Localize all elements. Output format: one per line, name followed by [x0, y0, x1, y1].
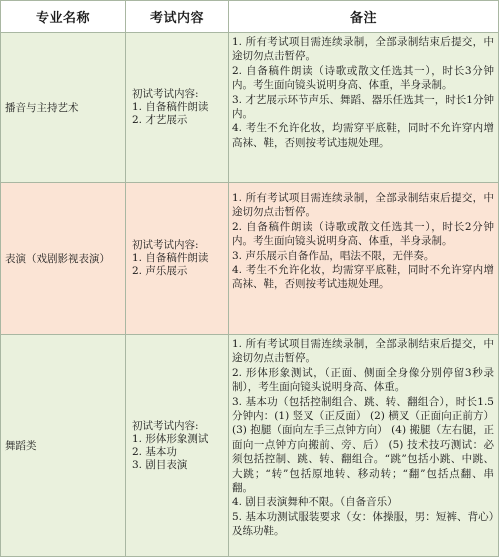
header-exam-content: 考试内容	[126, 1, 229, 33]
notes-cell	[229, 335, 499, 557]
notes-cell	[229, 183, 499, 335]
table-row	[1, 183, 499, 335]
exam-content-line: 2. 才艺展示	[132, 114, 188, 126]
exam-content-line: 1. 自备稿件朗读	[132, 252, 209, 264]
exam-content-cell	[126, 183, 229, 335]
note-item: 3. 才艺展示环节声乐、舞蹈、器乐任选其一，时长1分钟内。	[232, 93, 494, 121]
header-notes: 备注	[229, 1, 499, 33]
note-item: 4. 考生不允许化妆，均需穿平底鞋，同时不允许穿内增高袜、鞋，否则按考试违规处理。	[232, 122, 494, 149]
exam-content-line: 2. 基本功	[132, 445, 177, 458]
exam-content-line: 3. 剧目表演	[132, 458, 188, 471]
notes-list	[232, 191, 494, 292]
exam-content-line: 2. 声乐展示	[132, 265, 188, 277]
exam-content-line: 1. 自备稿件朗读	[132, 101, 209, 113]
exam-content-cell	[126, 335, 229, 557]
note-item: 2. 自备稿件朗读（诗歌或散文任选其一），时长3分钟内。考生面向镜头说明身高、体重，半身录制。	[232, 64, 494, 92]
exam-content-line: 1. 形体形象测试	[132, 432, 209, 445]
exam-content-line: 初试考试内容:	[132, 239, 199, 251]
notes-list	[232, 35, 494, 150]
exam-content-line: 初试考试内容:	[132, 419, 199, 432]
table-row	[1, 33, 499, 183]
major-name: 播音与主持艺术	[1, 33, 126, 183]
note-item: 1. 所有考试项目需连续录制，全部录制结束后提交，中途切勿点击暂停。	[232, 338, 494, 365]
exam-content-line: 初试考试内容:	[132, 88, 199, 100]
note-item: 1. 所有考试项目需连续录制，全部录制结束后提交，中途切勿点击暂停。	[232, 36, 494, 63]
note-item: 3. 基本功（包括控制组合、跳、转、翻组合），时长1.5分钟内：(1) 竖叉（正反面） (2) 横叉（正面向正前方） (3) 抱腿（面向左手三点钟方向） (4) 搬腿（左右腿，正面向一点钟方向搬前、旁、后） (5) 技术技巧测试：必须包括控制、跳、转、翻组合。“跳”包括小跳、中跳、大跳；“转”包括原地转、移动转；“翻”包括点翻、串翻。	[232, 395, 494, 495]
notes-list	[232, 337, 494, 539]
note-item: 2. 形体形象测试，（正面、侧面全身像分别停留3秒录制），考生面向镜头说明身高、体重。	[232, 366, 494, 394]
notes-cell	[229, 33, 499, 183]
note-item: 4. 考生不允许化妆，均需穿平底鞋，同时不允许穿内增高袜、鞋，否则按考试违规处理。	[232, 264, 494, 291]
note-item: 2. 自备稿件朗读（诗歌或散文任选其一），时长2分钟内。考生面向镜头说明身高、体重，半身录制。	[232, 220, 494, 248]
table-row	[1, 335, 499, 557]
note-item: 5. 基本功测试服装要求（女：体操服，男：短裤、背心）及练功鞋。	[232, 510, 494, 538]
note-item: 4. 剧目表演舞种不限。（自备音乐）	[232, 496, 398, 509]
exam-content-cell	[126, 33, 229, 183]
major-name: 舞蹈类	[1, 335, 126, 557]
note-item: 3. 声乐展示自备作品，唱法不限，无伴奏。	[232, 249, 435, 262]
note-item: 1. 所有考试项目需连续录制，全部录制结束后提交，中途切勿点击暂停。	[232, 192, 494, 219]
major-name: 表演（戏剧影视表演）	[1, 183, 126, 335]
header-row	[1, 1, 499, 33]
header-major: 专业名称	[1, 1, 126, 33]
